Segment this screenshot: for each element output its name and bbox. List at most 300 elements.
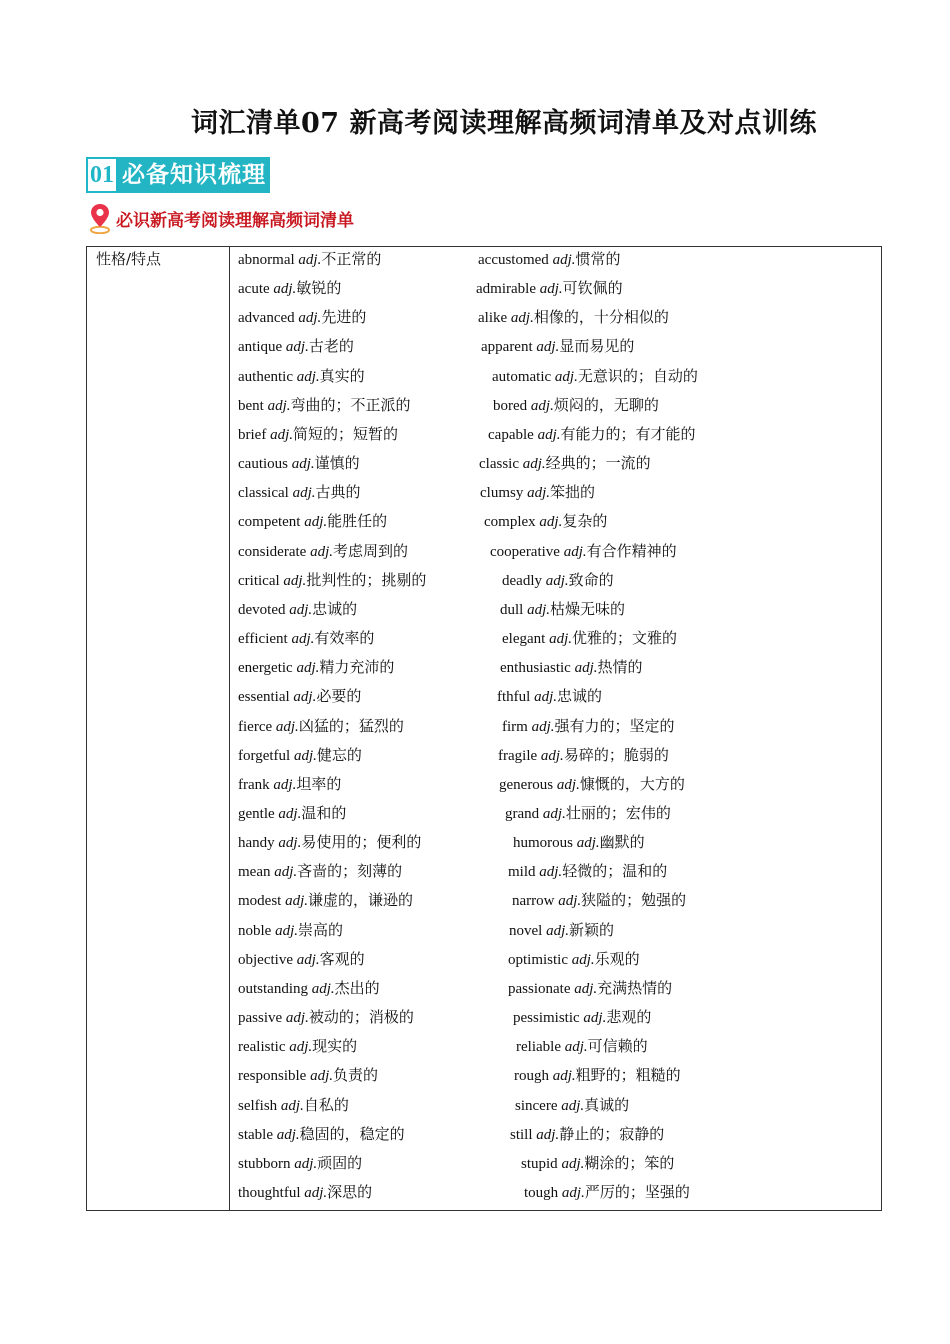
vocab-word: stubborn [238,1155,295,1172]
table-row [238,744,881,773]
vocab-entry [238,1153,362,1174]
vocab-word: pessimistic [513,1010,584,1027]
table-row [238,1006,881,1035]
table-row [238,394,881,423]
vocab-word: noble [238,922,276,939]
vocab-meaning: 精力充沛的 [319,658,395,677]
part-of-speech: adj. [298,252,322,268]
vocab-meaning: 弯曲的；不正派的 [290,395,411,414]
vocab-word: narrow [512,893,559,910]
part-of-speech: adj. [536,1126,560,1143]
vocab-word: admirable [476,281,540,298]
vocab-word: selfish [238,1097,281,1114]
part-of-speech: adj. [296,368,320,385]
vocab-meaning: 简短的；短暂的 [293,424,399,443]
part-of-speech: adj. [278,835,302,852]
part-of-speech: adj. [274,864,298,881]
vocab-meaning: 笨拙的 [550,483,596,502]
vocab-word: automatic [492,368,555,385]
vocab-meaning: 被动的；消极的 [308,1008,414,1027]
vocab-word: optimistic [508,951,572,968]
table-row [238,977,881,1006]
vocab-entry [238,628,374,649]
part-of-speech: adj. [561,1185,585,1201]
vocab-word: generous [499,776,557,793]
category-cell: 性格/特点 [96,250,162,268]
vocab-meaning: 先进的 [321,308,367,327]
part-of-speech: adj. [293,689,317,706]
vocab-word: stupid [521,1155,562,1172]
vocab-meaning: 壮丽的；宏伟的 [565,803,671,822]
vocab-meaning: 能胜任的 [327,512,388,531]
vocab-entry [490,541,677,562]
vocab-meaning: 致命的 [568,570,614,589]
vocab-entry [238,978,380,999]
vocab-entry [492,366,698,387]
location-pin-icon [88,202,112,234]
vocab-meaning: 吝啬的；刻薄的 [297,862,403,881]
table-row [238,860,881,889]
vocab-meaning: 优雅的；文雅的 [571,629,677,648]
table-row [238,831,881,860]
vocab-word: fierce [238,718,276,735]
vocab-meaning: 凶猛的；猛烈的 [298,716,404,735]
part-of-speech: adj. [293,747,317,764]
subheading-text: 必识新高考阅读理解高频词清单 [116,210,354,231]
part-of-speech: adj. [561,1097,585,1114]
vocab-meaning: 新颖的 [569,920,615,939]
part-of-speech: adj. [563,543,587,560]
part-of-speech: adj. [289,601,313,618]
vocab-word: considerate [238,543,311,560]
table-row [238,685,881,714]
vocab-entry [516,1036,648,1057]
part-of-speech: adj. [552,252,576,268]
table-row [238,365,881,394]
vocab-entry [238,803,346,824]
vocab-word: grand [505,805,543,822]
vocab-meaning: 相像的，十分相似的 [533,308,669,327]
part-of-speech: adj. [530,397,554,414]
vocab-word: mean [238,864,275,881]
vocab-word: realistic [238,1039,290,1056]
vocab-word: advanced [238,310,299,327]
vocab-entry [238,249,381,270]
column-divider [229,247,230,1210]
vocab-meaning: 必要的 [316,687,362,706]
vocab-word: deadly [502,572,546,589]
vocab-meaning: 崇高的 [298,920,344,939]
vocab-entry [238,336,354,357]
part-of-speech: adj. [275,922,298,939]
part-of-speech: adj. [574,660,598,677]
table-row [238,715,881,744]
part-of-speech: adj. [583,1010,607,1027]
vocab-entry [238,1065,378,1086]
part-of-speech: adj. [558,893,582,910]
part-of-speech: adj. [537,426,561,443]
part-of-speech: adj. [311,980,335,997]
vocab-word: still [510,1126,537,1143]
vocab-meaning: 古老的 [308,337,354,356]
page-title: 词汇清单07 新高考阅读理解高频词清单及对点训练 [191,108,817,139]
part-of-speech: adj. [273,776,297,793]
vocab-word: frank [238,776,274,793]
vocab-meaning: 易使用的；便利的 [301,833,422,852]
table-row [238,1094,881,1123]
vocab-meaning: 现实的 [312,1037,358,1056]
vocab-entry [238,716,404,737]
part-of-speech: adj. [539,281,563,298]
vocab-word: passionate [508,980,575,997]
vocab-word: energetic [238,660,297,677]
part-of-speech: adj. [510,310,534,327]
vocab-entry [499,774,685,795]
vocab-meaning: 不正常的 [321,250,382,268]
vocab-meaning: 可钦佩的 [562,279,623,298]
vocab-meaning: 无意识的；自动的 [577,366,698,385]
vocab-entry [484,511,607,532]
vocab-entry [238,1124,405,1145]
table-row [238,1181,881,1210]
subheading [88,202,354,234]
vocab-entry [476,278,623,299]
vocab-meaning: 充满热情的 [597,978,673,997]
vocab-word: handy [238,835,279,852]
vocab-word: responsible [238,1068,311,1085]
vocab-meaning: 古典的 [315,483,361,502]
vocab-meaning: 经典的；一流的 [545,454,651,473]
part-of-speech: adj. [304,1185,328,1201]
part-of-speech: adj. [552,1068,576,1085]
table-row [238,802,881,831]
vocab-meaning: 真诚的 [584,1095,630,1114]
part-of-speech: adj. [310,543,333,560]
vocab-word: stable [238,1126,277,1143]
vocab-entry [509,920,614,941]
vocab-entry [238,366,365,387]
vocab-word: outstanding [238,980,312,997]
vocab-word: sincere [515,1097,562,1114]
vocab-entry [521,1153,674,1174]
vocab-word: efficient [238,631,292,648]
vocab-word: reliable [516,1039,565,1056]
part-of-speech: adj. [542,805,566,822]
vocab-word: brief [238,426,271,443]
vocab-meaning: 显而易见的 [559,337,635,356]
vocab-meaning: 有效率的 [314,629,375,648]
table-row [238,510,881,539]
vocab-word: cautious [238,456,292,473]
table-row [238,481,881,510]
part-of-speech: adj. [273,281,297,298]
part-of-speech: adj. [576,835,600,852]
vocab-word: critical [238,572,284,589]
vocab-meaning: 严厉的；坚强的 [584,1183,690,1201]
vocab-meaning: 易碎的；脆弱的 [563,745,669,764]
vocab-entry [514,1065,681,1086]
table-row [238,889,881,918]
part-of-speech: adj. [527,601,551,618]
table-row [238,656,881,685]
vocab-meaning: 谨慎的 [314,454,360,473]
section-number: 01 [86,157,118,193]
vocab-word: classical [238,485,293,502]
vocab-entry [238,599,357,620]
part-of-speech: adj. [574,980,598,997]
vocab-entry [238,395,411,416]
table-row [238,1064,881,1093]
vocab-meaning: 惯常的 [575,250,621,268]
vocab-meaning: 有能力的；有才能的 [560,424,696,443]
vocab-meaning: 杰出的 [334,978,380,997]
part-of-speech: adj. [540,747,564,764]
vocab-word: devoted [238,601,290,618]
vocab-entry [238,424,398,445]
vocab-word: antique [238,339,286,356]
vocab-word: complex [484,514,540,531]
part-of-speech: adj. [531,718,555,735]
vocabulary-table [86,246,882,1211]
vocab-word: tough [524,1185,562,1201]
vocab-word: clumsy [480,485,528,502]
part-of-speech: adj. [283,572,307,589]
vocab-meaning: 温和的 [301,803,347,822]
vocab-word: accustomed [478,252,553,268]
vocab-meaning: 顽固的 [317,1153,363,1172]
part-of-speech: adj. [296,660,320,677]
part-of-speech: adj. [527,485,551,502]
vocab-entry [238,774,341,795]
vocab-entry [508,978,672,999]
vocab-entry [493,395,659,416]
part-of-speech: adj. [294,1155,318,1172]
vocab-meaning: 悲观的 [606,1008,652,1027]
vocab-meaning: 复杂的 [562,512,608,531]
vocab-meaning: 稳固的，稳定的 [299,1124,405,1143]
vocab-entry [508,949,640,970]
part-of-speech: adj. [280,1097,304,1114]
vocab-meaning: 糊涂的；笨的 [584,1153,675,1172]
vocab-entry [502,570,614,591]
vocab-word: competent [238,514,305,531]
vocab-entry [238,686,361,707]
vocab-entry [524,1182,690,1203]
part-of-speech: adj. [554,368,578,385]
vocab-entry [238,1007,414,1028]
table-row [238,569,881,598]
vocab-meaning: 负责的 [333,1066,379,1085]
vocab-entry [238,541,408,562]
vocab-word: essential [238,689,294,706]
table-row [238,423,881,452]
vocab-word: humorous [513,835,577,852]
part-of-speech: adj. [291,631,315,648]
table-row [238,627,881,656]
vocab-word: passive [238,1010,286,1027]
part-of-speech: adj. [561,1155,585,1172]
vocab-entry [513,1007,651,1028]
table-row [238,598,881,627]
vocab-entry [478,249,621,270]
vocab-meaning: 忠诚的 [557,687,603,706]
vocab-word: modest [238,893,286,910]
vocab-meaning: 谦虚的，谦逊的 [308,891,414,910]
part-of-speech: adj. [292,485,316,502]
part-of-speech: adj. [310,1068,333,1085]
part-of-speech: adj. [536,339,560,356]
vocab-meaning: 热情的 [597,658,643,677]
vocab-entry [238,482,361,503]
vocab-word: objective [238,951,297,968]
part-of-speech: adj. [275,718,299,735]
vocab-word: bent [238,397,268,414]
vocab-meaning: 幽默的 [599,833,645,852]
vocab-entry [238,511,387,532]
vocab-word: classic [479,456,523,473]
vocab-word: gentle [238,805,279,822]
table-row [238,540,881,569]
vocab-entry [498,745,669,766]
vocab-word: cooperative [490,543,564,560]
part-of-speech: adj. [539,514,563,531]
table-row [238,919,881,948]
vocab-entry [479,453,651,474]
vocab-entry [238,745,362,766]
vocab-word: fthful [497,689,535,706]
part-of-speech: adj. [270,426,293,443]
vocab-entry [238,307,366,328]
vocab-entry [515,1095,629,1116]
vocab-word: apparent [481,339,537,356]
vocab-entry [513,832,645,853]
vocab-word: dull [500,601,528,618]
vocab-meaning: 客观的 [319,949,365,968]
part-of-speech: adj. [549,631,572,648]
part-of-speech: adj. [571,951,595,968]
vocab-word: enthusiastic [500,660,575,677]
vocab-meaning: 乐观的 [594,949,640,968]
vocab-entry [497,686,602,707]
vocab-entry [512,890,686,911]
vocab-meaning: 枯燥无味的 [550,599,626,618]
vocab-word: firm [502,718,532,735]
vocab-word: thoughtful [238,1185,305,1201]
vocab-word: bored [493,397,531,414]
table-row [238,1152,881,1181]
section-badge [86,157,270,193]
table-row [238,1035,881,1064]
vocab-entry [502,716,675,737]
table-row [238,248,881,277]
section-label: 必备知识梳理 [118,157,270,193]
vocab-entry [238,453,360,474]
vocab-entry [481,336,634,357]
vocab-word: capable [488,426,538,443]
table-row [238,773,881,802]
part-of-speech: adj. [564,1039,588,1056]
vocab-word: rough [514,1068,553,1085]
part-of-speech: adj. [267,397,291,414]
part-of-speech: adj. [298,310,322,327]
table-row [238,452,881,481]
part-of-speech: adj. [285,339,309,356]
vocab-meaning: 狭隘的；勉强的 [581,891,687,910]
part-of-speech: adj. [539,864,563,881]
vocab-meaning: 深思的 [327,1183,373,1201]
vocab-meaning: 坦率的 [296,774,342,793]
vocab-meaning: 有合作精神的 [586,541,677,560]
vocab-word: novel [509,922,547,939]
part-of-speech: adj. [289,1039,313,1056]
vocab-word: forgetful [238,747,294,764]
vocab-meaning: 粗野的；粗糙的 [575,1066,681,1085]
vocab-entry [510,1124,664,1145]
vocab-word: elegant [502,631,550,648]
vocab-meaning: 强有力的；坚定的 [554,716,675,735]
vocab-meaning: 自私的 [303,1095,349,1114]
vocab-meaning: 静止的；寂静的 [559,1124,665,1143]
vocab-meaning: 慷慨的，大方的 [579,774,685,793]
vocab-meaning: 可信赖的 [587,1037,648,1056]
vocab-entry [238,949,365,970]
part-of-speech: adj. [556,776,580,793]
vocab-meaning: 批判性的；挑剔的 [306,570,427,589]
vocab-meaning: 健忘的 [316,745,362,764]
vocab-entry [505,803,671,824]
vocab-entry [238,1182,372,1203]
vocab-entry [238,920,343,941]
part-of-speech: adj. [296,951,320,968]
part-of-speech: adj. [285,893,309,910]
vocab-entry [238,832,421,853]
vocab-entry [502,628,677,649]
vocab-entry [500,599,625,620]
part-of-speech: adj. [285,1010,309,1027]
vocab-entry [238,861,402,882]
part-of-speech: adj. [304,514,328,531]
vocab-entry [238,1036,357,1057]
vocab-entry [238,657,394,678]
table-row [238,277,881,306]
table-row [238,306,881,335]
vocab-entry [488,424,696,445]
vocabulary-list [238,248,881,1210]
part-of-speech: adj. [546,922,569,939]
vocab-meaning: 烦闷的，无聊的 [553,395,659,414]
vocab-word: authentic [238,368,297,385]
vocab-word: abnormal [238,252,299,268]
vocab-entry [238,1095,349,1116]
vocab-entry [480,482,595,503]
vocab-entry [508,861,667,882]
vocab-entry [500,657,643,678]
vocab-meaning: 考虑周到的 [332,541,408,560]
part-of-speech: adj. [522,456,546,473]
table-row [238,335,881,364]
vocab-meaning: 敏锐的 [296,279,342,298]
vocab-word: acute [238,281,274,298]
part-of-speech: adj. [545,572,569,589]
part-of-speech: adj. [534,689,557,706]
vocab-meaning: 真实的 [319,366,365,385]
vocab-word: alike [478,310,511,327]
vocab-meaning: 忠诚的 [312,599,358,618]
vocab-word: mild [508,864,540,881]
part-of-speech: adj. [278,805,302,822]
vocab-entry [238,278,341,299]
vocab-word: fragile [498,747,541,764]
